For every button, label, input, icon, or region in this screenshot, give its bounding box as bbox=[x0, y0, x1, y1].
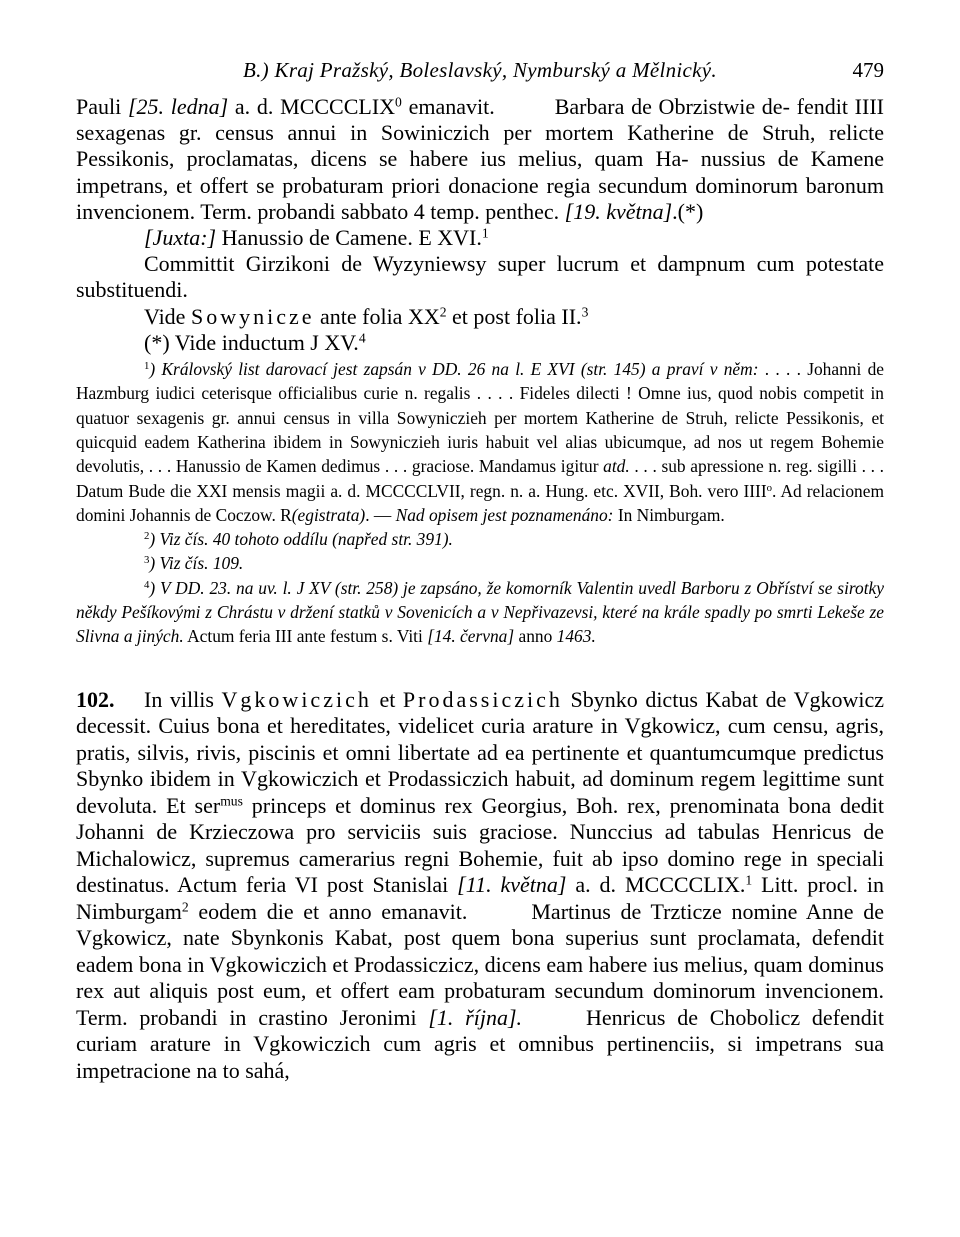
committit-line: Committit Girzikoni de Wyzyniewsy super lucrum et dampnum cum potestate substituendi. bbox=[76, 251, 885, 303]
entry-102-text: 102. In villis Vgkowiczich et Prodassiczich Sbynko dictus Kabat de Vgkowicz decessit. Cuius bona et hereditates, videlicet curia arature in Vgkowicz, cum censu, agris, pratis, silvis, rivis, piscinis et omni libertate ad ea pertinente et quantumcumque predictus Sbynko ibidem in Vgkowiczich et Prodassiczich habuit, ad dominum regem legittime sunt devoluta. Et ser$^{mus}$ princeps et dominus rex Georgius, Boh. rex, prenominata bona dedit Johanni de Krzieczowa pro serviciis suis graciose. Nunccius ad tabulas Henricus de Michalowicz, supremus camerarius regni Bohemie, fuit ab ipso domino rege in speciali destinatus. Actum feria VI post Stanislai [11. května] a. d. MCCCCLIX.$^1$ Litt. procl. in Nimburgam$^2$ eodem die et anno emanavit. Martinus de Trzticze nomine Anne de Vgkowicz, nate Sbynkonis Kabat, post quem bona superius sunt proclamata, defendit eadem bona in Vgkowiczich et Prodassiczicz, dicens eam habere ius melius, quam dominus rex aut aliquis post eum, et offert eam probaturam secundum dominorum invencionem. Term. probandi in crastino Jeronimi [1. října]. Henricus de Chobolicz defendit curiam arature in Vgkowiczich cum agris et omnibus pertinenciis, si impetrans sua impetracione na to sahá, bbox=[76, 686, 885, 1083]
footnote-ref: 4 bbox=[358, 330, 366, 346]
footnote-ref: 1 bbox=[481, 225, 489, 241]
date-italic: [25. ledna] bbox=[127, 94, 229, 119]
spaced-placename: Prodassiczich bbox=[402, 686, 563, 712]
footnote-1: $^1$) Královský list darovací jest zapsán v DD. 26 na l. E XVI (str. 145) a praví v něm: . . . . Johanni de Hazmburg iudici ceterisque officialibus curie n. regalis . . . . Fideles dilecti ! Omne ius, quod nobis competit in quatuor sexagenis gr. annui census in villa Sowyniczieh per mortem Katherine de Struh, relicte Pessikonis, et quicquid eadem Katherina ibidem in Sowyniczieh iuris habuit vel alias ubicumque, ad nos ut regem Bohemie devolutis, . . . Hanussio de Kamen dedimus . . . graciose. Mandamus igitur atd. . . . sub apressione n. reg. sigilli . . . Datum Bude die XXI mensis magii a. d. MCCCCLVII, regn. n. a. Hung. etc. XVII, Boh. vero IIII$^o$. Ad relacionem domini Johannis de Coczow. R(egistrata). — Nad opisem jest poznamenáno: In Nimburgam. bbox=[76, 359, 884, 525]
date-italic: [19. května] bbox=[564, 198, 673, 224]
footnote-4: $^4$) V DD. 23. na uv. l. J XV (str. 258) je zapsáno, že komorník Valentin uvedl Barboru z Obříství se sirotky někdy Pešíkovými z Chrástu v držení statků v Sovenicích a v Nepřivazevsi, které na krále spadly po smrti Lekeše ze Slivna a jiných. Actum feria III ante festum s. Viti [14. června] anno 1463. bbox=[76, 577, 884, 647]
entry-102 bbox=[76, 687, 884, 1085]
paragraph-barbara: Pauli [25. ledna] a. d. MCCCCLIX$^0$ emanavit. Barbara de Obrzistwie de- fendit IIII sexagenas gr. census annui in Sowiniczich per mortem Katherine de Struh, relicte Pessikonis, proclamatas, dicens se habere ius melius, quam Ha- nussius de Kamene impetrans, et offert se probaturam priori donacione regia secundum dominorum baronum invencionem. Term. probandi sabbato 4 temp. penthec. [19. května].(*) bbox=[76, 94, 885, 224]
star-note-line: (*) Vide inductum J XV.$^4$ bbox=[144, 329, 366, 355]
entry-number: 102. bbox=[76, 686, 115, 712]
date-italic: [1. října]. bbox=[428, 1004, 523, 1030]
header-title: B.) Kraj Pražský, Boleslavský, Nymburský a Mělnický. bbox=[243, 58, 717, 82]
spaced-placename: Vgkowiczich bbox=[221, 686, 372, 712]
footnote-ref: 3 bbox=[581, 304, 589, 320]
footnote-ref: 2 bbox=[439, 304, 447, 320]
running-header bbox=[76, 58, 884, 94]
footnote-ref: 1 bbox=[745, 872, 753, 888]
degree-superscript: 0 bbox=[395, 94, 402, 110]
footnote-ref: 2 bbox=[181, 899, 189, 915]
document-page bbox=[76, 58, 884, 1084]
footnotes bbox=[76, 357, 884, 649]
date-italic: [11. května] bbox=[457, 872, 567, 898]
footnote-2: $^2$) Viz čís. 40 tohoto oddílu (napřed str. 391). bbox=[144, 529, 453, 550]
spaced-placename: Sowynicze bbox=[190, 303, 315, 329]
entry-continuation bbox=[76, 94, 884, 356]
page-number: 479 bbox=[852, 58, 884, 82]
vide-line: Vide Sowynicze ante folia $XX^2$ et post folia II.$^3$ bbox=[144, 303, 589, 329]
superscript-mus: mus bbox=[220, 793, 243, 809]
footnote-3: $^3$) Viz čís. 109. bbox=[144, 553, 244, 574]
juxta-line: [Juxta:] Hanussio de Camene. E XVI.$^1$ bbox=[144, 225, 489, 251]
